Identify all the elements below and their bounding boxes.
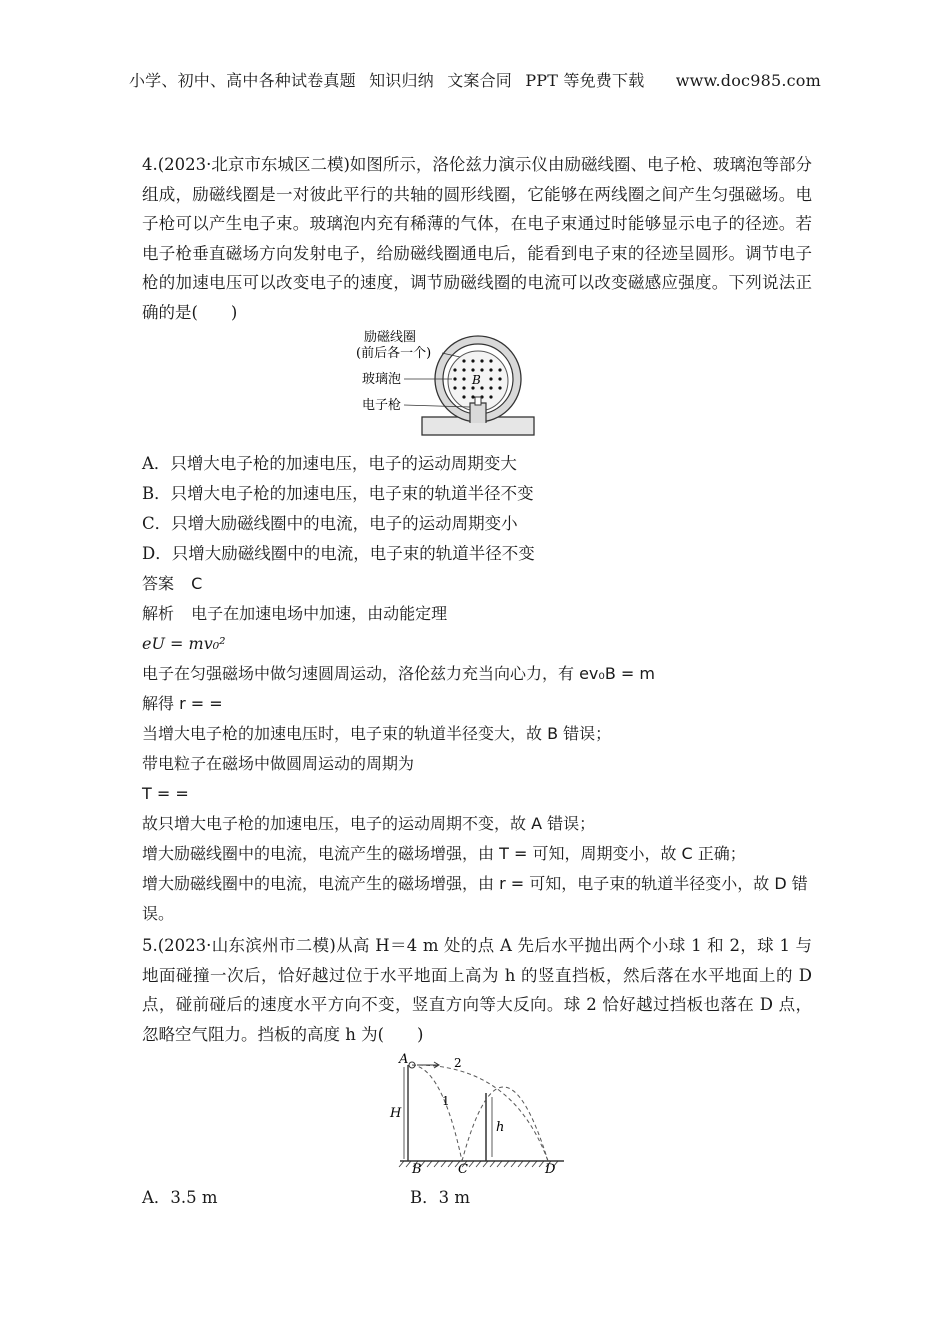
ground-hatch bbox=[497, 1161, 502, 1167]
ground-hatch bbox=[532, 1161, 537, 1167]
point-B: B bbox=[412, 1162, 422, 1175]
q4-option-c: C．只增大励磁线圈中的电流，电子的运动周期变小 bbox=[142, 514, 518, 533]
label-coil-note: (前后各一个) bbox=[356, 346, 432, 361]
header-text-3: 文案合同 bbox=[447, 71, 513, 90]
ground-hatch bbox=[483, 1161, 488, 1167]
header-text-2: 知识归纳 bbox=[369, 71, 434, 90]
point-C: C bbox=[458, 1162, 468, 1175]
answer-value: C bbox=[191, 574, 203, 593]
ball-1: 1 bbox=[442, 1094, 450, 1108]
header-site-link[interactable]: www.doc985.com bbox=[675, 71, 822, 90]
field-dot bbox=[471, 368, 474, 371]
q5-option-b: B．3 m bbox=[410, 1188, 471, 1207]
header-text-4: PPT 等免费下载 bbox=[525, 71, 645, 90]
ground-hatch bbox=[448, 1161, 453, 1167]
field-dot bbox=[462, 386, 465, 389]
header-text-1: 小学、初中、高中各种试卷真题 bbox=[128, 71, 356, 90]
point-D: D bbox=[545, 1162, 556, 1175]
q4-option-b: B．只增大电子枪的加速电压，电子束的轨道半径不变 bbox=[142, 484, 534, 503]
question-5-stem: 5.(2023·山东滨州市二模)从高 H＝4 m 处的点 A 先后水平抛出两个小球 1 和 2，球 1 与地面碰撞一次后，恰好越过位于水平地面上高为 h 的竖直挡板，然后落在水平地面上的 D 点，碰前碰后的速度水平方向不变，竖直方向等大反向。球 2 恰好越过挡板也落在 D 点，忽略空气阻力。挡板的高度 h 为( ) bbox=[142, 936, 812, 1044]
answer-line bbox=[142, 569, 812, 599]
ground-hatch bbox=[441, 1161, 446, 1167]
field-dot bbox=[462, 377, 465, 380]
analysis-line-3: 解得 r = = bbox=[142, 694, 223, 713]
field-dot bbox=[453, 368, 456, 371]
analysis-line-4: 当增大电子枪的加速电压时，电子束的轨道半径变大，故 B 错误； bbox=[142, 724, 612, 743]
analysis-label: 解析 bbox=[142, 604, 175, 623]
analysis-line-5: 带电粒子在磁场中做圆周运动的周期为 bbox=[142, 754, 415, 773]
field-dot bbox=[489, 386, 492, 389]
analysis-line-0 bbox=[142, 599, 812, 629]
ground-hatch bbox=[434, 1161, 439, 1167]
field-dot bbox=[471, 359, 474, 362]
analysis-line-7: 故只增大电子枪的加速电压，电子的运动周期不变，故 A 错误； bbox=[142, 814, 596, 833]
lorentz-apparatus-figure bbox=[142, 329, 812, 441]
ground-hatch bbox=[476, 1161, 481, 1167]
analysis-line-2: 电子在匀强磁场中做匀速圆周运动，洛伦兹力充当向心力，有 ev₀B = m bbox=[142, 664, 655, 683]
field-dot bbox=[489, 368, 492, 371]
q5-option-a: A．3.5 m bbox=[142, 1188, 218, 1207]
ground-hatch bbox=[469, 1161, 474, 1167]
label-coil: 励磁线圈 bbox=[364, 330, 417, 345]
field-dot bbox=[453, 377, 456, 380]
ground-hatch bbox=[539, 1161, 544, 1167]
ground-hatch bbox=[427, 1161, 432, 1167]
ground-hatch bbox=[490, 1161, 495, 1167]
field-dot bbox=[498, 386, 501, 389]
field-dot bbox=[498, 368, 501, 371]
q5-options bbox=[142, 1183, 812, 1213]
q4-option-d: D．只增大励磁线圈中的电流，电子束的轨道半径不变 bbox=[142, 544, 535, 563]
field-dot bbox=[471, 395, 474, 398]
ground-hatch bbox=[518, 1161, 523, 1167]
analysis-line-1: eU = mv₀² bbox=[142, 634, 226, 653]
page-header bbox=[0, 68, 950, 91]
field-dot bbox=[489, 377, 492, 380]
ground-hatch bbox=[525, 1161, 530, 1167]
analysis-line-8: 增大励磁线圈中的电流，电流产生的磁场增强，由 T = 可知，周期变小，故 C 正确； bbox=[142, 844, 746, 863]
field-dot bbox=[462, 359, 465, 362]
label-gun: 电子枪 bbox=[362, 398, 402, 413]
ground-hatch bbox=[504, 1161, 509, 1167]
field-dot bbox=[462, 368, 465, 371]
projectile-figure bbox=[142, 1053, 812, 1175]
q4-option-a: A．只增大电子枪的加速电压，电子的运动周期变大 bbox=[142, 454, 517, 473]
content-area bbox=[142, 150, 812, 1213]
height-h: h bbox=[496, 1120, 505, 1135]
field-dot bbox=[480, 386, 483, 389]
height-H: H bbox=[390, 1106, 402, 1121]
ball-2: 2 bbox=[454, 1056, 462, 1070]
analysis-line-9: 增大励磁线圈中的电流，电流产生的磁场增强，由 r = 可知，电子束的轨道半径变小，故 D 错误。 bbox=[142, 874, 808, 923]
field-dot bbox=[498, 377, 501, 380]
analysis-line-6: T = = bbox=[142, 784, 189, 803]
ground-hatch bbox=[406, 1161, 411, 1167]
field-dot bbox=[462, 395, 465, 398]
field-dot bbox=[480, 359, 483, 362]
label-bulb: 玻璃泡 bbox=[362, 372, 402, 387]
field-dot bbox=[489, 359, 492, 362]
label-B: B bbox=[472, 373, 481, 387]
point-A: A bbox=[399, 1053, 409, 1067]
ground-hatch bbox=[399, 1161, 404, 1167]
question-4-stem: 4.(2023·北京市东城区二模)如图所示，洛伦兹力演示仪由励磁线圈、电子枪、玻璃泡等部分组成，励磁线圈是一对彼此平行的共轴的圆形线圈，它能够在两线圈之间产生匀强磁场。电子枪可以产生电子束。玻璃泡内充有稀薄的气体，在电子束通过时能够显示电子的径迹。若电子枪垂直磁场方向发射电子，给励磁线圈通电后，能看到电子束的径迹呈圆形。调节电子枪的加速电压可以改变电子的速度，调节励磁线圈的电流可以改变磁感应强度。下列说法正确的是( ) bbox=[142, 155, 812, 322]
analysis-text-0: 电子在加速电场中加速，由动能定理 bbox=[191, 604, 448, 623]
field-dot bbox=[453, 386, 456, 389]
field-dot bbox=[489, 395, 492, 398]
field-dot bbox=[480, 368, 483, 371]
ground-hatch bbox=[511, 1161, 516, 1167]
answer-label: 答案 bbox=[142, 574, 175, 593]
